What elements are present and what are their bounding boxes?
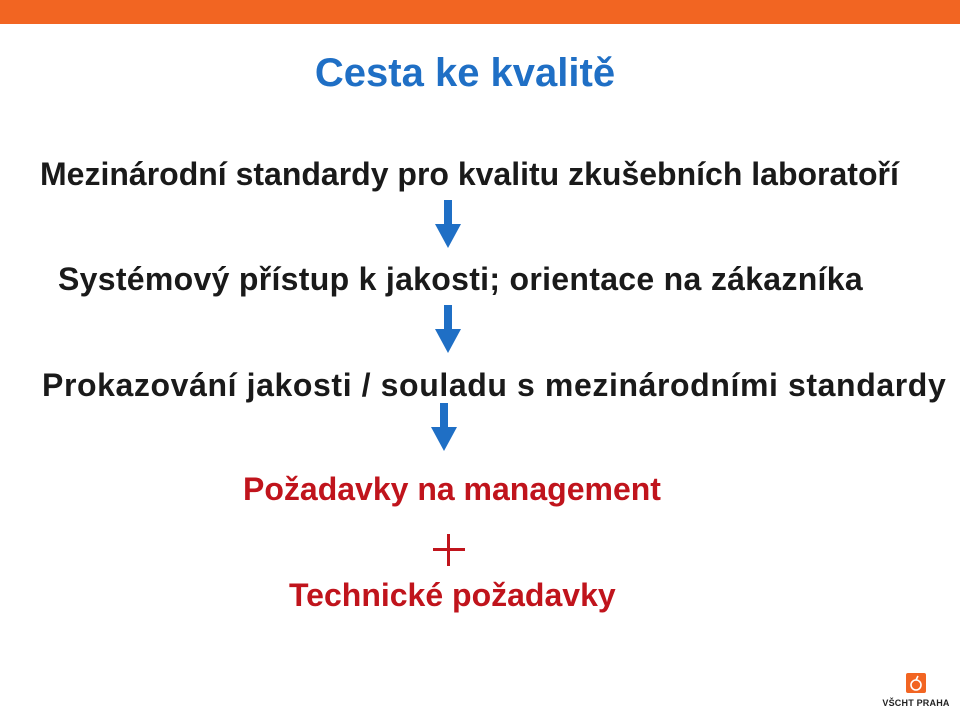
top-accent-bar (0, 0, 960, 24)
plus-icon (432, 533, 466, 567)
vscht-logo-icon (906, 673, 926, 693)
step-international-standards: Mezinárodní standardy pro kvalitu zkušebních laboratoří (40, 156, 899, 192)
arrow-down-icon (435, 305, 461, 353)
step-system-approach: Systémový přístup k jakosti; orientace na zákazníka (58, 261, 863, 297)
slide-title: Cesta ke kvalitě (314, 51, 616, 95)
requirement-technical: Technické požadavky (289, 577, 616, 613)
requirement-management: Požadavky na management (243, 471, 661, 507)
arrow-down-icon (431, 403, 457, 451)
step-demonstrating-quality: Prokazování jakosti / souladu s mezinárodními standardy (42, 367, 947, 403)
vscht-logo (880, 673, 952, 709)
logo-label: VŠCHT PRAHA (882, 698, 950, 708)
arrow-down-icon (435, 200, 461, 248)
